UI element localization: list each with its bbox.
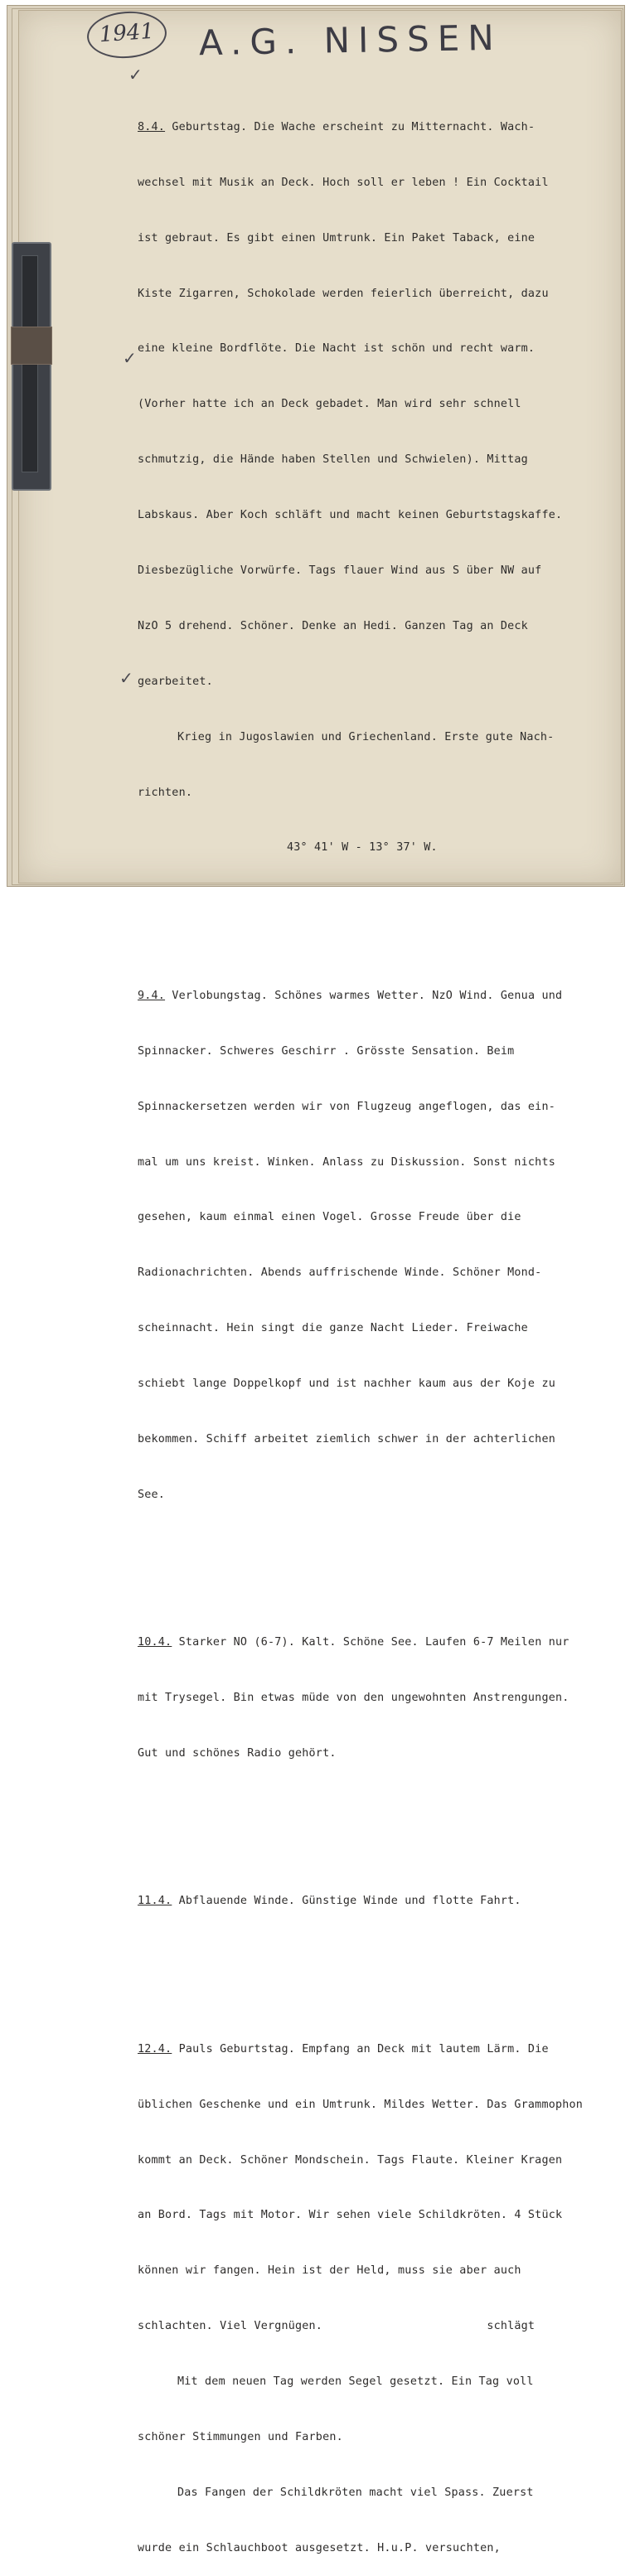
entry-line: Diesbezügliche Vorwürfe. Tags flauer Wind aus S über NW auf [138, 564, 542, 578]
line-gap [138, 1800, 627, 1818]
entry-text: Verlobungstag. Schönes warmes Wetter. NzO Wind. Genua und [165, 989, 563, 1002]
entry-line: schiebt lange Doppelkopf und ist nachher kaum aus der Koje zu [138, 1378, 555, 1391]
entry-line [138, 1634, 627, 1652]
entry-text: Starker NO (6-7). Kalt. Schöne See. Laufen 6-7 Meilen nur [172, 1636, 569, 1649]
author-handwritten: A.G. NISSEN [198, 17, 503, 64]
entry-line: wechsel mit Musik an Deck. Hoch soll er leben ! Ein Cocktail [138, 176, 549, 189]
entry-line [138, 1892, 627, 1910]
entry-text: Geburtstag. Die Wache erscheint zu Mitternacht. Wach- [165, 120, 536, 133]
entry-line: Gut und schönes Radio gehört. [138, 1747, 337, 1760]
entry-line: Krieg in Jugoslawien und Griechenland. Erste gute Nach- [177, 730, 555, 743]
entry-line: bekommen. Schiff arbeitet ziemlich schwer in der achterlichen [138, 1432, 555, 1445]
entry-line: ist gebraut. Es gibt einen Umtrunk. Ein Paket Taback, eine [138, 231, 536, 245]
coordinates: 43° 41' W - 13° 37' W. [287, 841, 438, 855]
entry-line: Labskaus. Aber Koch schläft und macht keinen Geburtstagskaffe. [138, 509, 563, 522]
entry-line: üblichen Geschenke und ein Umtrunk. Mildes Wetter. Das Grammophon [138, 2098, 584, 2111]
year-handwritten: 1941 [85, 9, 168, 61]
typed-text-block [138, 63, 627, 2576]
binder-clip [12, 242, 51, 491]
entry-line: schlachten. Viel Vergnügen. schlägt [138, 2320, 536, 2333]
entry-line [138, 987, 627, 1005]
entry-line: schöner Stimmungen und Farben. [138, 2431, 343, 2443]
entry-date: 10.4. [138, 1636, 172, 1649]
entry-line: mit Trysegel. Bin etwas müde von den ungewohnten Anstrengungen. [138, 1692, 569, 1705]
entry-date: 11.4. [138, 1895, 172, 1908]
entry-date: 9.4. [138, 989, 166, 1002]
entry-line: richten. [138, 786, 193, 799]
entry-line: Spinnackersetzen werden wir von Flugzeug angeflogen, das ein- [138, 1100, 555, 1113]
entry-line: schmutzig, die Hände haben Stellen und Schwielen). Mittag [138, 453, 528, 467]
entry-line: gearbeitet. [138, 675, 213, 688]
entry-line [138, 2041, 627, 2059]
entry-line: See. [138, 1488, 166, 1501]
line-gap [138, 1948, 627, 1966]
entry-line: gesehen, kaum einmal einen Vogel. Grosse Freude über die [138, 1211, 521, 1224]
binder-clip-band [11, 327, 52, 365]
entry-line: wurde ein Schlauchboot ausgesetzt. H.u.P. versuchten, [138, 2541, 501, 2554]
entry-line: können wir fangen. Hein ist der Held, muss sie aber auch [138, 2264, 521, 2278]
entry-line [138, 119, 627, 137]
entry-line: NzO 5 drehend. Schöner. Denke an Hedi. Ganzen Tag an Deck [138, 619, 528, 632]
entry-line: Das Fangen der Schildkröten macht viel Spass. Zuerst [177, 2486, 534, 2499]
entry-text: Abflauende Winde. Günstige Winde und flotte Fahrt. [172, 1895, 521, 1908]
entry-line: Kiste Zigarren, Schokolade werden feierlich überreicht, dazu [138, 287, 549, 300]
entry-line: Mit dem neuen Tag werden Segel gesetzt. Ein Tag voll [177, 2375, 534, 2389]
entry-line: Radionachrichten. Abends auffrischende Winde. Schöner Mond- [138, 1266, 542, 1280]
check-mark-icon: ✓ [119, 668, 133, 688]
entry-date: 12.4. [138, 2042, 172, 2055]
line-gap [138, 894, 627, 913]
entry-line: mal um uns kreist. Winken. Anlass zu Diskussion. Sonst nichts [138, 1155, 555, 1169]
entry-line: kommt an Deck. Schöner Mondschein. Tags Flaute. Kleiner Kragen [138, 2153, 563, 2167]
entry-line: Spinnacker. Schweres Geschirr . Grösste Sensation. Beim [138, 1044, 515, 1058]
entry-date: 8.4. [138, 120, 166, 133]
check-mark-icon: ✓ [128, 65, 143, 85]
entry-line: an Bord. Tags mit Motor. Wir sehen viele Schildkröten. 4 Stück [138, 2209, 563, 2222]
entry-line: scheinnacht. Hein singt die ganze Nacht Lieder. Freiwache [138, 1322, 528, 1335]
line-gap [138, 1542, 627, 1560]
entry-text: Pauls Geburtstag. Empfang an Deck mit lautem Lärm. Die [172, 2042, 549, 2055]
entry-line: (Vorher hatte ich an Deck gebadet. Man wird sehr schnell [138, 398, 521, 411]
check-mark-icon: ✓ [123, 348, 137, 368]
entry-line: eine kleine Bordflöte. Die Nacht ist schön und recht warm. [138, 342, 536, 356]
